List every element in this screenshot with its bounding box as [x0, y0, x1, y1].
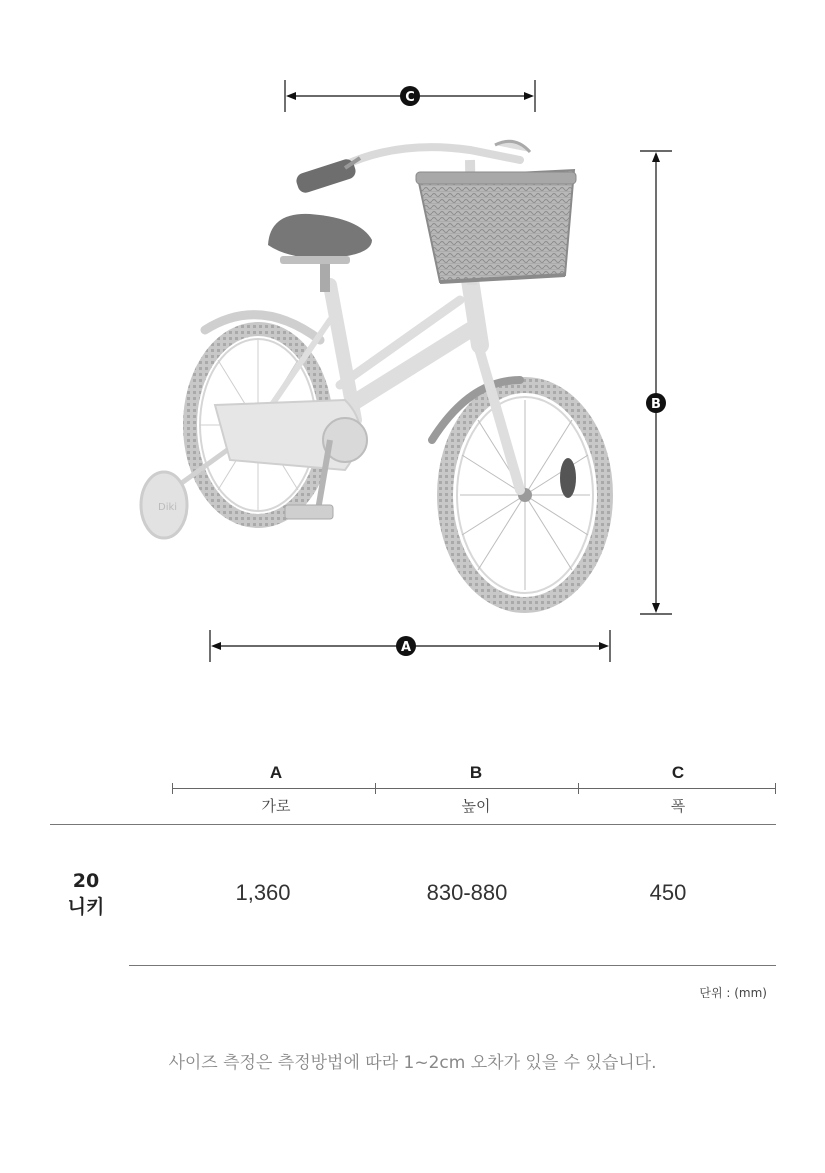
column-a-letter: A [269, 763, 283, 782]
measurement-note: 사이즈 측정은 측정방법에 따라 1~2cm 오차가 있을 수 있습니다. [168, 1053, 657, 1073]
header-tick [775, 783, 776, 794]
row-label-size: 20 [72, 870, 100, 892]
basket [416, 170, 576, 282]
front-wheel [445, 385, 605, 605]
row-label [46, 868, 126, 920]
dimension-b-label: B [651, 397, 661, 412]
dimension-a [210, 630, 610, 662]
dimension-c-label: C [405, 90, 415, 105]
column-b-name: 높이 [461, 797, 491, 815]
dimension-a-label: A [400, 640, 412, 655]
cell-width-value: 1,360 [235, 880, 291, 905]
header-divider [172, 788, 776, 789]
table-top-rule [50, 824, 776, 825]
reflector [560, 458, 576, 498]
header-tick [375, 783, 376, 794]
header-tick [578, 783, 579, 794]
unit-label: 단위 : (mm) [699, 986, 767, 1000]
column-c-letter: C [671, 763, 685, 782]
column-a-name: 가로 [261, 797, 291, 815]
cell-depth-value: 450 [649, 880, 687, 905]
column-c-name: 폭 [670, 797, 686, 815]
pedal [285, 505, 333, 519]
cell-height-value: 830-880 [426, 880, 508, 905]
seat [268, 214, 372, 258]
table-bottom-rule [129, 965, 776, 966]
bell-icon [495, 141, 530, 152]
training-wheel-logo: Diki [158, 502, 178, 513]
dimension-c [285, 80, 535, 112]
dimension-b [640, 151, 672, 614]
header-tick [172, 783, 173, 794]
handle-grip [294, 157, 357, 195]
bicycle-illustration [141, 141, 605, 605]
column-b-letter: B [469, 763, 483, 782]
row-label-model: 니키 [67, 896, 105, 918]
